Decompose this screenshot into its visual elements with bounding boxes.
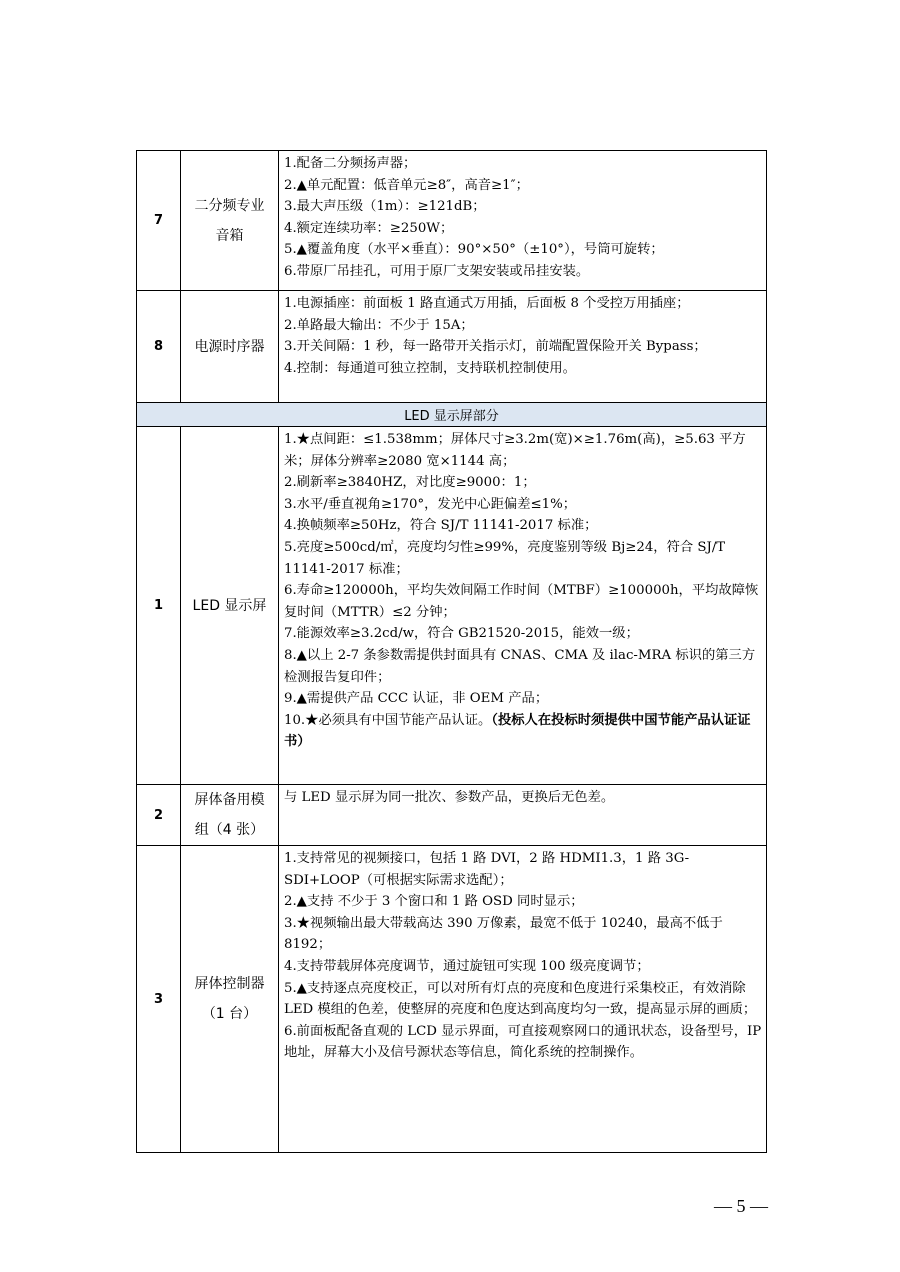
spec-table [136,150,767,1153]
spec-line: 1.配备二分频扬声器； [284,156,417,171]
spec-line: 5.▲支持逐点亮度校正，可以对所有灯点的亮度和色度进行采集校正，有效消除 LED 模组的色差，使整屏的亮度和色度达到高度均匀一致，提高显示屏的画质； [284,980,757,1018]
spec-line: 5.亮度≥500cd/㎡，亮度均匀性≥99%，亮度鉴别等级 Bj≥24，符合 SJ/T 11141-2017 标准； [284,539,726,577]
spec-line: 5.▲覆盖角度（水平×垂直）：90°×50°（±10°），号筒可旋转； [284,242,664,258]
table-row [137,846,767,1153]
spec-line: 2.单路最大输出：不少于 15A； [284,317,474,333]
spec-line: 4.换帧频率≥50Hz，符合 SJ/T 11141-2017 标准； [284,518,598,534]
spec-line: 4.额定连续功率：≥250W； [284,220,454,236]
item-specs [279,427,767,785]
item-number: 1 [137,427,181,785]
table-row [137,427,767,785]
item-name: LED 显示屏 [181,427,279,785]
spec-line: 9.▲需提供产品 CCC 认证，非 OEM 产品； [284,691,549,707]
table-row [137,151,767,291]
spec-line: 1.电源插座：前面板 1 路直通式万用插，后面板 8 个受控万用插座； [284,296,690,311]
spec-line: 10.★必须具有中国节能产品认证。（投标人在投标时须提供中国节能产品认证证书） [284,712,751,750]
spec-line: 6.寿命≥120000h，平均失效间隔工作时间（MTBF）≥100000h，平均故障恢复时间（MTTR）≤2 分钟； [284,583,759,620]
item-name: 二分频专业 音箱 [181,151,279,291]
spec-line: 7.能源效率≥3.2cd/w，符合 GB21520-2015，能效一级； [284,626,639,642]
spec-line: 6.带原厂吊挂孔，可用于原厂支架安装或吊挂安装。 [284,263,590,279]
spec-line: 2.刷新率≥3840HZ，对比度≥9000：1； [284,475,536,491]
item-specs [279,846,767,1153]
section-header-row [137,403,767,427]
spec-line: 1.★点间距：≤1.538mm；屏体尺寸≥3.2m(宽)×≥1.76m(高)，≥5.63 平方米；屏体分辨率≥2080 宽×1144 高； [284,432,746,469]
spec-line: 2.▲单元配置：低音单元≥8″，高音≥1″； [284,177,529,193]
spec-line: 3.水平/垂直视角≥170°，发光中心距偏差≤1%； [284,496,577,512]
table-row [137,785,767,846]
section-header: LED 显示屏部分 [137,403,767,427]
item-name: 屏体控制器 （1 台） [181,846,279,1153]
item-name: 屏体备用模 组（4 张） [181,785,279,846]
item-number: 8 [137,291,181,403]
spec-line: 2.▲支持 不少于 3 个窗口和 1 路 OSD 同时显示； [284,894,584,910]
spec-line: 8.▲以上 2-7 条参数需提供封面具有 CNAS、CMA 及 ilac-MRA 标识的第三方检测报告复印件； [284,647,756,685]
item-specs [279,291,767,403]
spec-line: 3.★视频输出最大带载高达 390 万像素，最宽不低于 10240，最高不低于 8192； [284,915,723,953]
spec-line: 6.前面板配备直观的 LCD 显示界面，可直接观察网口的通讯状态，设备型号，IP 地址，屏幕大小及信号源状态等信息，简化系统的控制操作。 [284,1023,762,1061]
item-specs [279,785,767,846]
spec-line: 1.支持常见的视频接口，包括 1 路 DVI，2 路 HDMI1.3，1 路 3G-SDI+LOOP（可根据实际需求选配）； [284,851,690,888]
item-number: 2 [137,785,181,846]
spec-line: 3.开关间隔：1 秒，每一路带开关指示灯，前端配置保险开关 Bypass； [284,339,707,355]
bold-requirement: （投标人在投标时须提供中国节能产品认证证书） [284,712,751,750]
item-specs [279,151,767,291]
table-row [137,291,767,403]
item-number: 7 [137,151,181,291]
spec-line: 4.控制：每通道可独立控制，支持联机控制使用。 [284,360,576,376]
spec-line: 与 LED 显示屏为同一批次、参数产品，更换后无色差。 [284,790,615,805]
spec-line: 3.最大声压级（1m）：≥121dB； [284,199,486,215]
item-number: 3 [137,846,181,1153]
item-name: 电源时序器 [181,291,279,403]
spec-line: 4.支持带载屏体亮度调节，通过旋钮可实现 100 级亮度调节； [284,958,650,974]
page-number: — 5 — [714,1196,768,1216]
